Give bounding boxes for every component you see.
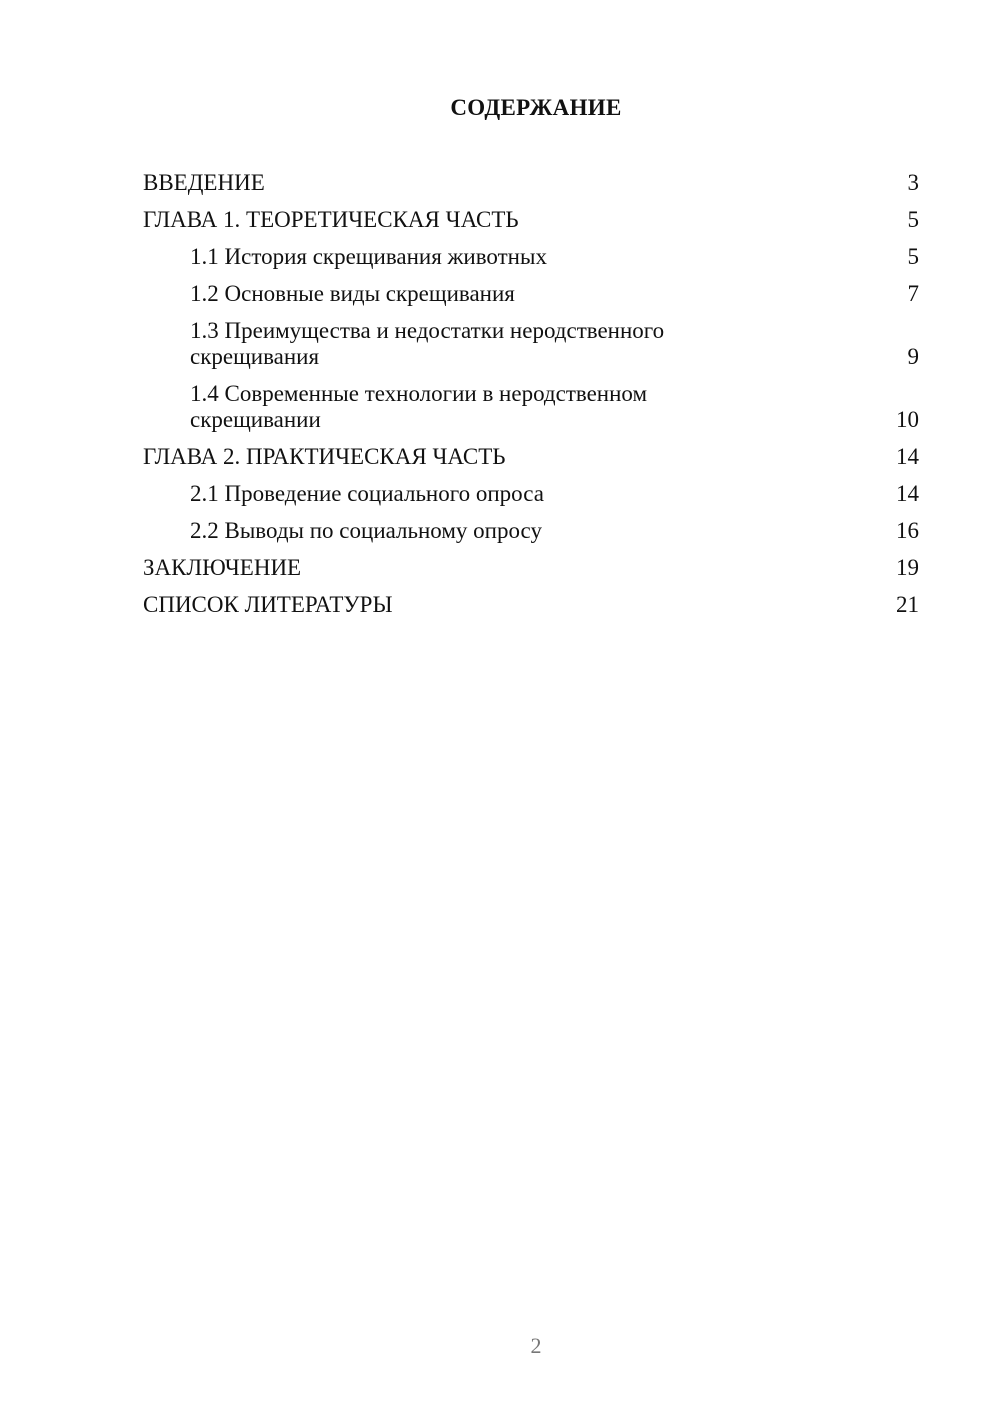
toc-entry-label: 1.2 Основные виды скрещивания <box>190 281 515 306</box>
toc-entry-chapter-1[interactable] <box>143 207 919 233</box>
toc-entry-label: 1.1 История скрещивания животных <box>190 244 547 269</box>
toc-entry-conclusion[interactable] <box>143 555 919 581</box>
toc-entry-page: 19 <box>896 555 919 580</box>
page-number: 2 <box>530 1333 542 1358</box>
toc-entry-label: ЗАКЛЮЧЕНИЕ <box>143 555 302 580</box>
toc-entry-page: 21 <box>896 592 919 617</box>
toc-entry-label: 1.3 Преимущества и недостатки неродственного скрещивания <box>190 318 665 369</box>
toc-entry-label: 2.1 Проведение социального опроса <box>190 481 544 506</box>
toc-entry-introduction[interactable] <box>143 170 919 196</box>
toc-entry-page: 14 <box>896 444 919 469</box>
toc-entry-label: ГЛАВА 2. ПРАКТИЧЕСКАЯ ЧАСТЬ <box>143 444 506 469</box>
toc-entry-label: ВВЕДЕНИЕ <box>143 170 265 195</box>
toc-entry-label: ГЛАВА 1. ТЕОРЕТИЧЕСКАЯ ЧАСТЬ <box>143 207 519 232</box>
toc-entry-chapter-2[interactable] <box>143 444 919 470</box>
toc-entry-page: 3 <box>907 170 919 195</box>
toc-entry-section-1-3[interactable] <box>143 318 919 370</box>
page-title: СОДЕРЖАНИЕ <box>450 95 622 120</box>
toc-entry-page: 10 <box>896 407 919 432</box>
table-of-contents <box>143 170 919 629</box>
toc-entry-section-2-1[interactable] <box>143 481 919 507</box>
toc-entry-label: 2.2 Выводы по социальному опросу <box>190 518 542 543</box>
toc-entry-section-1-2[interactable] <box>143 281 919 307</box>
toc-entry-section-1-4[interactable] <box>143 381 919 433</box>
toc-entry-page: 16 <box>896 518 919 543</box>
toc-entry-page: 14 <box>896 481 919 506</box>
toc-entry-label: СПИСОК ЛИТЕРАТУРЫ <box>143 592 393 617</box>
toc-entry-section-1-1[interactable] <box>143 244 919 270</box>
toc-entry-references[interactable] <box>143 592 919 618</box>
toc-entry-section-2-2[interactable] <box>143 518 919 544</box>
toc-entry-label: 1.4 Современные технологии в неродственном скрещивании <box>190 381 648 432</box>
toc-entry-page: 7 <box>907 281 919 306</box>
toc-entry-page: 5 <box>907 207 919 232</box>
toc-entry-page: 5 <box>907 244 919 269</box>
toc-entry-page: 9 <box>907 344 919 369</box>
